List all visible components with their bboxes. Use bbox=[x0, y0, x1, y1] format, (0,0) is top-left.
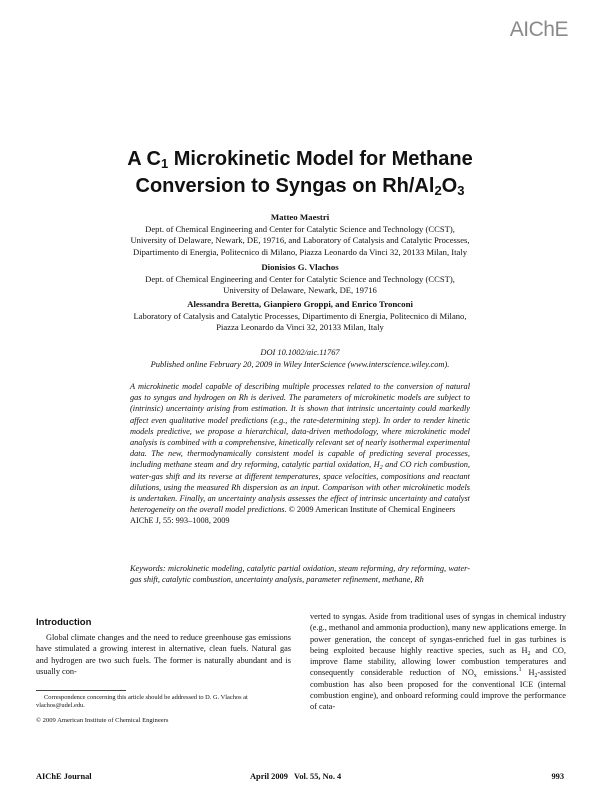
abstract-copyright: © 2009 American Institute of Chemical Engineers bbox=[286, 505, 456, 515]
doi: DOI 10.1002/aic.11767 bbox=[260, 348, 340, 357]
author-block-2 bbox=[60, 262, 540, 297]
journal-logo: AIChE bbox=[509, 18, 568, 41]
footer-page-number: 993 bbox=[551, 772, 564, 781]
affiliation-line: Dipartimento di Energia, Politecnico di Milano, Piazza Leonardo da Vinci 32, 20133 Milan, Italy bbox=[132, 246, 467, 257]
affiliation-line: University of Delaware, Newark, DE, 19716, and Laboratory of Catalysis and Catalytic Processes, bbox=[130, 235, 470, 246]
author-name: Dionisios G. Vlachos bbox=[261, 262, 339, 272]
author-block-1 bbox=[60, 212, 540, 258]
intro-column-2: verted to syngas. Aside from traditional uses of syngas in chemical industry (e.g., methanol and ammonia production), many new applications emerge. In power generation, the concept of syngas-enriched fuel in gas turbines is being exploited because highly reactive species, such as $H_2$ and CO, improve flame stability, allowing lower combustion temperatures and consequently considerable reduction of $NO_x$ emissions.$^1$ $H_2$-assisted combustion has also been proposed for the conventional ICE (internal combustion engine), and onboard reforming could improve the performance of cata- bbox=[310, 612, 566, 712]
author-name: Alessandra Beretta, Gianpiero Groppi, and Enrico Tronconi bbox=[187, 299, 413, 309]
footer-issue: April 2009 Vol. 55, No. 4 bbox=[250, 772, 342, 781]
author-block-3 bbox=[60, 299, 540, 334]
title-line-1: A $C_1$ Microkinetic Model for Methane bbox=[127, 148, 473, 171]
article-title bbox=[0, 146, 600, 200]
intro-column-1: Global climate changes and the need to reduce greenhouse gas emissions have stimulated a growing interest in alternative, clean fuels. Natural gas and hydrogen are two such fuels. The former is naturally abundant and is usually con- bbox=[36, 633, 291, 676]
affiliation-line: Dept. of Chemical Engineering and Center for Catalytic Science and Technology (CCST), bbox=[145, 223, 455, 234]
abstract-citation: AIChE J, 55: 993–1008, 2009 bbox=[130, 516, 230, 526]
doi-block bbox=[60, 347, 540, 370]
affiliation-line: Laboratory of Catalysis and Catalytic Processes, Dipartimento di Energia, Politecnico di Milano, bbox=[133, 310, 467, 321]
author-name: Matteo Maestri bbox=[270, 212, 330, 222]
title-line-2: Conversion to Syngas on $Rh/Al_2O_3$ bbox=[135, 175, 465, 198]
abstract: A microkinetic model capable of describing multiple processes related to the conversion of natural gas to syngas and hydrogen on Rh is derived. The parameters of microkinetic models are subject to (intrinsic) uncertainty arising from estimation. It is shown that intrinsic uncertainty could markedly affect even qualitative model predictions (e.g., the rate-determining step). In order to render kinetic models predictive, we propose a hierarchical, data-driven methodology, where microkinetic model analysis is combined with a comprehensive, kinetically relevant set of nearly isothermal experimental data. The new, thermodynamically consistent model is capable of predicting several processes, including methane steam and dry reforming, catalytic partial oxidation, $H_2$ and CO rich combustion, water-gas shift and its reverse at different temperatures, space velocities, compositions and reactant dilutions, using the measured Rh dispersion as an input. Comparison with other microkinetic models is undertaken. Finally, an uncertainty analysis assesses the effect of intrinsic uncertainty and catalyst heterogeneity on the overall model predictions. © 2009 American Institute of Chemical Engineers AIChE J, 55: 993–1008, 2009 bbox=[130, 382, 470, 526]
affiliation-line: Dept. of Chemical Engineering and Center for Catalytic Science and Technology (CCST), bbox=[145, 273, 455, 284]
footer-journal: AIChE Journal bbox=[36, 772, 92, 781]
abstract-text: A microkinetic model capable of describing multiple processes related to the conversion of natural gas to syngas and hydrogen on Rh is derived. The parameters of microkinetic models are subject to (intrinsic) uncertainty arising from estimation. It is shown that intrinsic uncertainty could markedly affect even qualitative model predictions (e.g., the rate-determining step). In order to render kinetic models predictive, we propose a hierarchical, data-driven methodology, where microkinetic model analysis is combined with a comprehensive, kinetically relevant set of nearly isothermal experimental data. The new, thermodynamically consistent model is capable of predicting several processes, including methane steam and dry reforming, catalytic partial oxidation, H bbox=[130, 382, 470, 470]
affiliation-line: University of Delaware, Newark, DE, 19716 bbox=[223, 285, 377, 296]
published-online: Published online February 20, 2009 in Wiley InterScience (www.interscience.wiley.com). bbox=[150, 359, 450, 369]
copyright-line: © 2009 American Institute of Chemical Engineers bbox=[36, 717, 169, 724]
correspondence-footnote: Correspondence concerning this article should be addressed to D. G. Vlachos at vlachos@udel.edu. bbox=[36, 694, 248, 710]
section-heading: Introduction bbox=[36, 617, 92, 628]
abstract-text-cont: and CO rich combustion, water-gas shift and its reverse at different temperatures, space velocities, compositions and reactant dilutions, using the measured Rh dispersion as an input. Comparison with other microkinetic models is undertaken. Finally, an uncertainty analysis assesses the effect of intrinsic uncertainty and catalyst heterogeneity on the overall model predictions. bbox=[130, 460, 470, 515]
footnote-divider bbox=[36, 690, 126, 691]
affiliation-line: Piazza Leonardo da Vinci 32, 20133 Milan, Italy bbox=[216, 322, 384, 333]
keywords: Keywords: microkinetic modeling, catalytic partial oxidation, steam reforming, dry reforming, water-gas shift, catalytic combustion, uncertainty analysis, parameter refinement, methane, Rh bbox=[130, 564, 470, 585]
